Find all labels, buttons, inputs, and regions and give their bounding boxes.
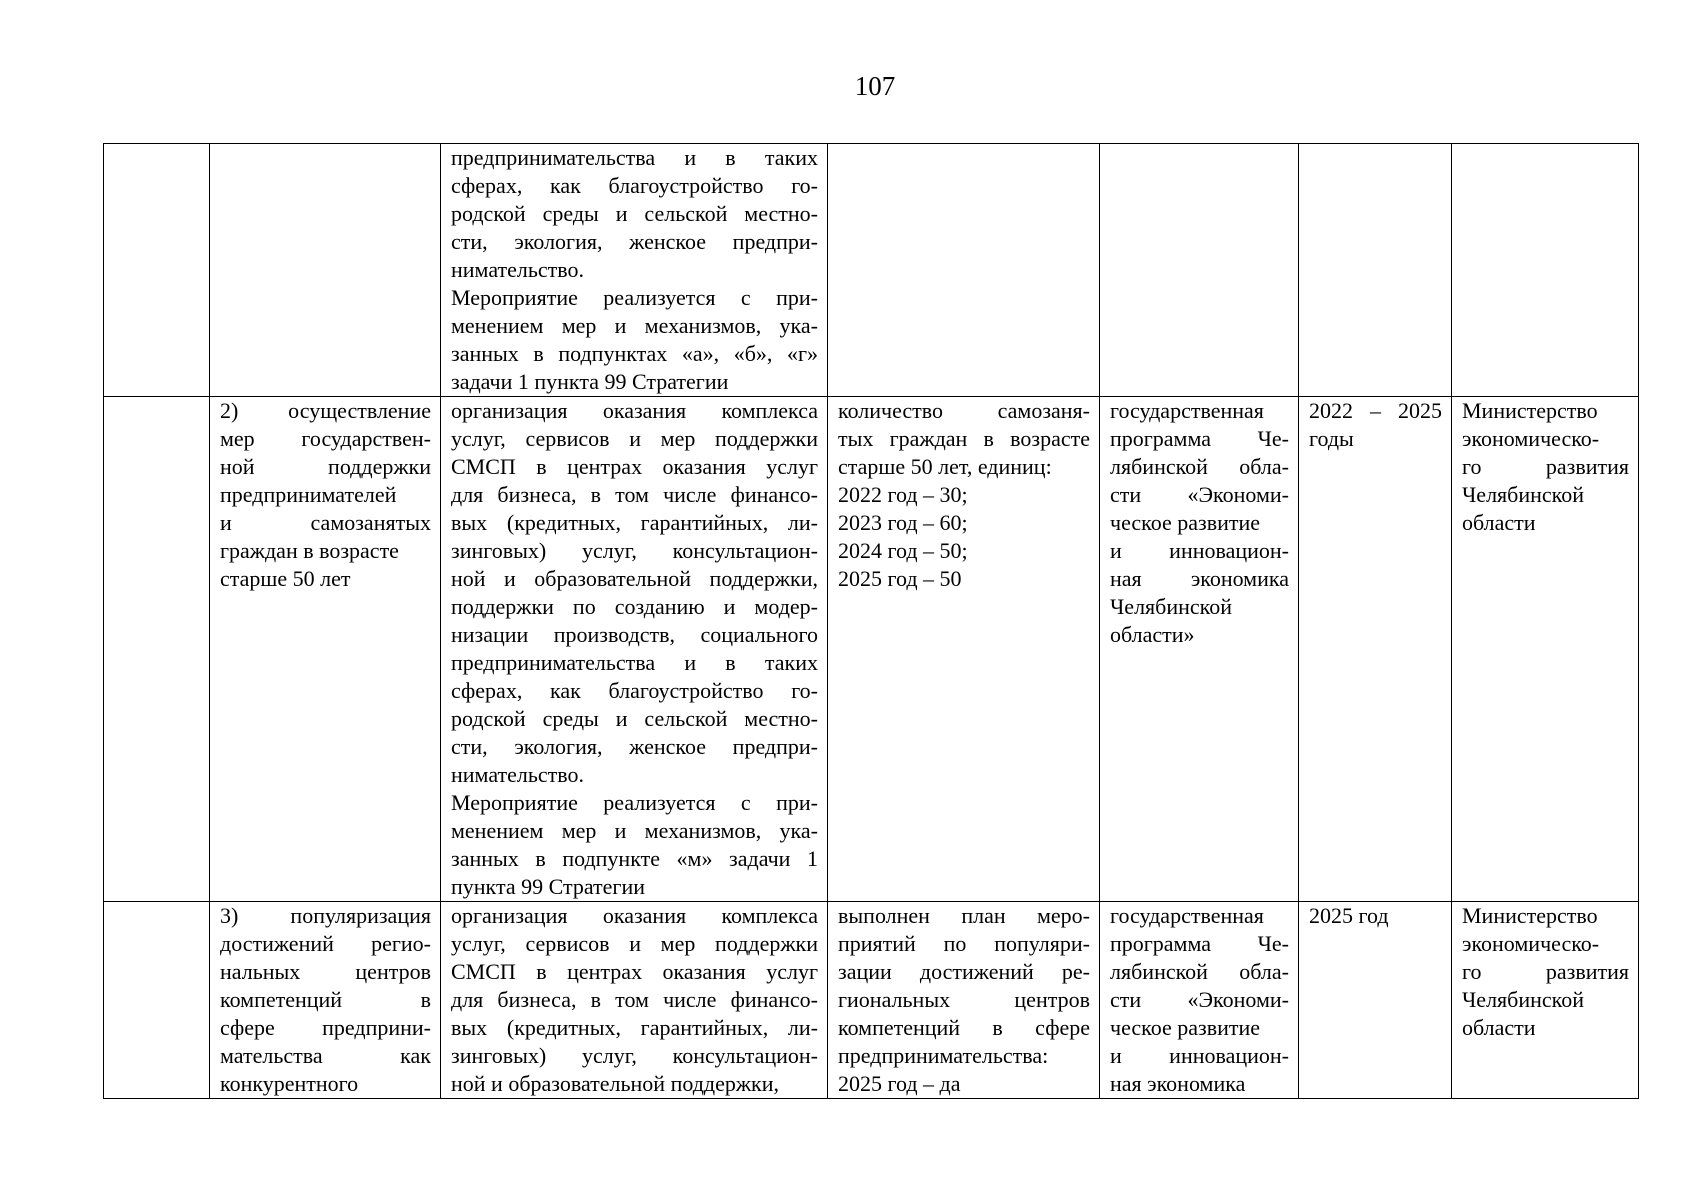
cell-line: достижений регио- — [220, 931, 431, 956]
cell-line: мер государствен- — [220, 426, 431, 451]
number-cell — [104, 144, 210, 397]
cell-line: программа Че- — [1110, 426, 1289, 451]
cell-line: 2025 год — [1309, 903, 1389, 928]
cell-line: организация оказания комплекса — [451, 398, 818, 423]
cell-line: СМСП в центрах оказания услуг — [451, 959, 818, 984]
cell-line: количество самозаня- — [838, 398, 1090, 423]
cell-line: пункта 99 Стратегии — [451, 874, 646, 899]
cell-line: области» — [1110, 622, 1195, 647]
responsible-cell — [1452, 397, 1639, 902]
responsible-cell — [1452, 902, 1639, 1099]
cell-line: ной поддержки — [220, 454, 431, 479]
indicator-cell — [828, 902, 1100, 1099]
cell-line: старше 50 лет, единиц: — [838, 454, 1052, 479]
cell-line: программа Че- — [1110, 931, 1289, 956]
page-number: 107 — [854, 71, 896, 101]
cell-line: 2024 год – 50; — [838, 538, 968, 563]
cell-line: государственная — [1110, 903, 1264, 928]
program-cell — [1100, 144, 1299, 397]
task-cell — [210, 902, 441, 1099]
activity-cell — [441, 144, 828, 397]
cell-line: зинговых) услуг, консультацион- — [451, 538, 818, 563]
cell-line: тых граждан в возрасте — [838, 426, 1090, 451]
cell-line: Челябинской — [1462, 987, 1585, 1012]
indicator-cell — [828, 397, 1100, 902]
cell-line: го развития — [1462, 959, 1629, 984]
responsible-cell — [1452, 144, 1639, 397]
cell-line: годы — [1309, 426, 1354, 451]
cell-line: сферах, как благоустройство го- — [451, 173, 818, 198]
cell-line: Челябинской — [1110, 594, 1233, 619]
program-cell — [1100, 902, 1299, 1099]
cell-line: СМСП в центрах оказания услуг — [451, 454, 818, 479]
cell-line: услуг, сервисов и мер поддержки — [451, 426, 818, 451]
cell-line: и инновацион- — [1110, 538, 1289, 563]
cell-line: ческое развитие — [1110, 1015, 1261, 1040]
cell-line: лябинской обла- — [1110, 959, 1289, 984]
cell-line: родской среды и сельской местно- — [451, 201, 818, 226]
cell-line: Мероприятие реализуется с при- — [451, 285, 818, 310]
cell-line: ная экономика — [1110, 566, 1289, 591]
cell-line: Министерство — [1462, 398, 1598, 423]
cell-line: для бизнеса, в том числе финансо- — [451, 987, 818, 1012]
cell-line: Министерство — [1462, 903, 1598, 928]
cell-line: 2) осуществление — [220, 398, 431, 423]
cell-line: задачи 1 пункта 99 Стратегии — [451, 369, 729, 394]
period-cell — [1299, 397, 1452, 902]
cell-line: предпринимательства: — [838, 1043, 1049, 1068]
cell-line: 2025 год – да — [838, 1071, 961, 1096]
measures-table — [103, 143, 1639, 1099]
cell-line: нимательство. — [451, 257, 585, 282]
cell-line: родской среды и сельской местно- — [451, 706, 818, 731]
cell-line: вых (кредитных, гарантийных, ли- — [451, 510, 818, 535]
cell-line: предпринимательства и в таких — [451, 650, 818, 675]
cell-line: компетенций в — [220, 987, 431, 1012]
cell-line: области — [1462, 1015, 1536, 1040]
cell-line: Челябинской — [1462, 482, 1585, 507]
cell-line: зинговых) услуг, консультацион- — [451, 1043, 818, 1068]
cell-line: мательства как — [220, 1043, 431, 1068]
activity-cell — [441, 397, 828, 902]
cell-line: зации достижений ре- — [838, 959, 1090, 984]
cell-line: менением мер и механизмов, ука- — [451, 313, 818, 338]
table-row — [104, 902, 1639, 1099]
cell-line: вых (кредитных, гарантийных, ли- — [451, 1015, 818, 1040]
cell-line: и самозанятых — [220, 510, 431, 535]
cell-line: 2022 – 2025 — [1309, 398, 1442, 423]
period-cell — [1299, 144, 1452, 397]
cell-line: 2022 год – 30; — [838, 482, 968, 507]
activity-cell — [441, 902, 828, 1099]
cell-line: нимательство. — [451, 762, 585, 787]
table-row — [104, 397, 1639, 902]
program-cell — [1100, 397, 1299, 902]
cell-line: приятий по популяри- — [838, 931, 1090, 956]
cell-line: предпринимателей — [220, 482, 397, 507]
indicator-cell — [828, 144, 1100, 397]
cell-line: поддержки по созданию и модер- — [451, 594, 818, 619]
cell-line: лябинской обла- — [1110, 454, 1289, 479]
cell-line: ной и образовательной поддержки, — [451, 1071, 780, 1096]
number-cell — [104, 397, 210, 902]
cell-line: занных в подпункте «м» задачи 1 — [451, 846, 818, 871]
cell-line: сти, экология, женское предпри- — [451, 734, 818, 759]
cell-line: сферах, как благоустройство го- — [451, 678, 818, 703]
cell-line: и инновацион- — [1110, 1043, 1289, 1068]
cell-line: организация оказания комплекса — [451, 903, 818, 928]
cell-line: ческое развитие — [1110, 510, 1261, 535]
number-cell — [104, 902, 210, 1099]
cell-line: низации производств, социального — [451, 622, 818, 647]
cell-line: выполнен план меро- — [838, 903, 1090, 928]
cell-line: менением мер и механизмов, ука- — [451, 818, 818, 843]
cell-line: государственная — [1110, 398, 1264, 423]
cell-line: старше 50 лет — [220, 566, 351, 591]
cell-line: занных в подпунктах «а», «б», «г» — [451, 341, 818, 366]
cell-line: ная экономика — [1110, 1071, 1246, 1096]
cell-line: области — [1462, 510, 1536, 535]
task-cell — [210, 397, 441, 902]
cell-line: компетенций в сфере — [838, 1015, 1090, 1040]
cell-line: ной и образовательной поддержки, — [451, 566, 818, 591]
cell-line: Мероприятие реализуется с при- — [451, 790, 818, 815]
cell-line: предпринимательства и в таких — [451, 145, 818, 170]
cell-line: сти, экология, женское предпри- — [451, 229, 818, 254]
period-cell — [1299, 902, 1452, 1099]
cell-line: 2023 год – 60; — [838, 510, 968, 535]
cell-line: 2025 год – 50 — [838, 566, 962, 591]
cell-line: экономическо- — [1462, 931, 1600, 956]
cell-line: гиональных центров — [838, 987, 1090, 1012]
cell-line: нальных центров — [220, 959, 431, 984]
cell-line: сти «Экономи- — [1110, 987, 1289, 1012]
cell-line: 3) популяризация — [220, 903, 431, 928]
task-cell — [210, 144, 441, 397]
cell-line: услуг, сервисов и мер поддержки — [451, 931, 818, 956]
cell-line: экономическо- — [1462, 426, 1600, 451]
cell-line: сфере предприни- — [220, 1015, 431, 1040]
cell-line: сти «Экономи- — [1110, 482, 1289, 507]
cell-line: для бизнеса, в том числе финансо- — [451, 482, 818, 507]
cell-line: го развития — [1462, 454, 1629, 479]
cell-line: граждан в возрасте — [220, 538, 399, 563]
table-row — [104, 144, 1639, 397]
cell-line: конкурентного — [220, 1071, 359, 1096]
